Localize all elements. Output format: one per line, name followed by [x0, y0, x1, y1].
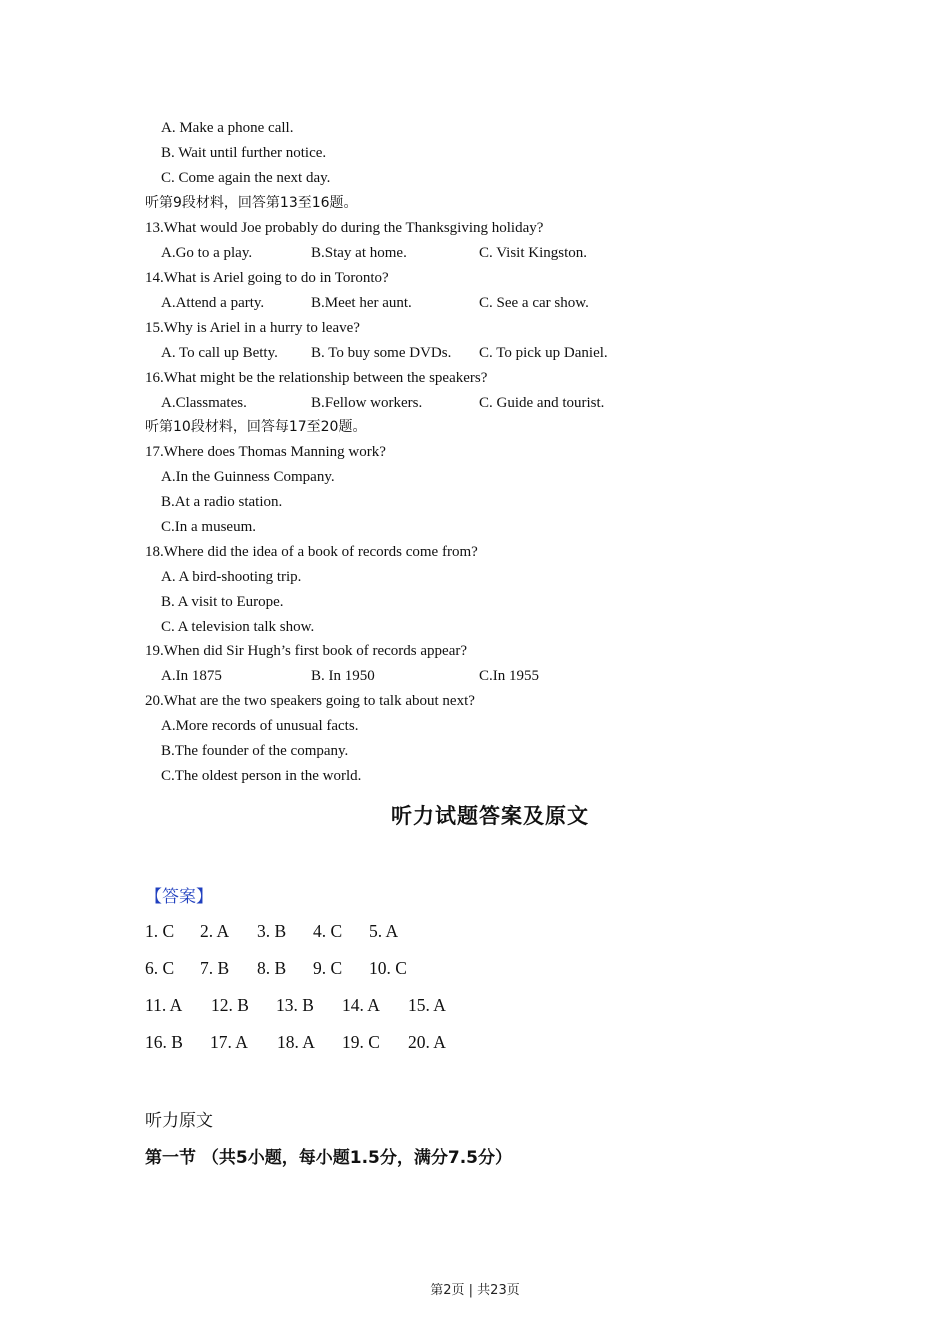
answer-item: 7. B: [200, 958, 230, 978]
answer-item: 3. B: [257, 921, 287, 941]
q15-option-a: A. To call up Betty.: [161, 345, 278, 361]
q19-option-c: C.In 1955: [479, 668, 539, 684]
question-14: 14.What is Ariel going to do in Toronto?: [145, 270, 389, 286]
answer-row-2: [145, 957, 407, 979]
q17-option-c: C.In a museum.: [161, 519, 256, 535]
question-18: 18.Where did the idea of a book of records come from?: [145, 544, 478, 560]
answer-item: 13. B: [276, 995, 314, 1015]
answer-item: 8. B: [257, 958, 287, 978]
q13-option-a: A.Go to a play.: [161, 245, 253, 261]
q14-option-c: C. See a car show.: [479, 295, 589, 311]
answer-item: 20. A: [408, 1032, 446, 1052]
q12-option-a: A. Make a phone call.: [161, 120, 294, 136]
q17-option-b: B.At a radio station.: [161, 494, 283, 510]
section-9-instruction: 听第9段材料，回答第13至16题。: [145, 195, 358, 211]
q16-option-c: C. Guide and tourist.: [479, 395, 605, 411]
question-20: 20.What are the two speakers going to talk about next?: [145, 693, 475, 709]
answer-item: 14. A: [342, 995, 380, 1015]
answer-tag: 【答案】: [145, 887, 213, 907]
answer-item: 6. C: [145, 958, 175, 978]
q17-option-a: A.In the Guinness Company.: [161, 469, 335, 485]
q15-option-b: B. To buy some DVDs.: [311, 345, 452, 361]
q18-option-a: A. A bird-shooting trip.: [161, 569, 302, 585]
question-19: 19.When did Sir Hugh’s first book of records appear?: [145, 643, 468, 659]
answer-row-3: [145, 994, 446, 1016]
q15-option-c: C. To pick up Daniel.: [479, 345, 608, 361]
q18-option-b: B. A visit to Europe.: [161, 594, 284, 610]
section-one-heading: 第一节 （共5小题，每小题1.5分，满分7.5分）: [145, 1148, 512, 1168]
answer-item: 2. A: [200, 921, 230, 941]
answers-title: 听力试题答案及原文: [391, 804, 589, 828]
answer-item: 16. B: [145, 1032, 183, 1052]
q18-option-c: C. A television talk show.: [161, 619, 315, 635]
q19-option-a: A.In 1875: [161, 668, 222, 684]
answer-item: 10. C: [369, 958, 407, 978]
q12-option-b: B. Wait until further notice.: [161, 145, 327, 161]
answer-item: 17. A: [210, 1032, 248, 1052]
question-16: 16.What might be the relationship between the speakers?: [145, 370, 488, 386]
answer-item: 12. B: [211, 995, 249, 1015]
q19-option-b: B. In 1950: [311, 668, 375, 684]
answer-item: 15. A: [408, 995, 446, 1015]
section-10-instruction: 听第10段材料，回答每17至20题。: [145, 419, 367, 435]
q16-option-b: B.Fellow workers.: [311, 395, 423, 411]
answer-item: 11. A: [145, 995, 183, 1015]
answer-item: 5. A: [369, 921, 399, 941]
q20-option-a: A.More records of unusual facts.: [161, 718, 359, 734]
q16-option-a: A.Classmates.: [161, 395, 247, 411]
answer-item: 18. A: [277, 1032, 315, 1052]
answer-item: 19. C: [342, 1032, 380, 1052]
q13-option-c: C. Visit Kingston.: [479, 245, 588, 261]
page-footer: 第2页 | 共23页: [430, 1283, 520, 1298]
q20-option-c: C.The oldest person in the world.: [161, 768, 362, 784]
q20-option-b: B.The founder of the company.: [161, 743, 349, 759]
question-17: 17.Where does Thomas Manning work?: [145, 444, 386, 460]
answer-row-4: [145, 1031, 446, 1053]
question-13: 13.What would Joe probably do during the Thanksgiving holiday?: [145, 220, 544, 236]
answer-item: 1. C: [145, 921, 175, 941]
answer-item: 4. C: [313, 921, 343, 941]
answer-row-1: [145, 920, 398, 942]
q12-option-c: C. Come again the next day.: [161, 170, 331, 186]
q13-option-b: B.Stay at home.: [311, 245, 407, 261]
listening-script-heading: 听力原文: [145, 1111, 213, 1131]
answer-item: 9. C: [313, 958, 343, 978]
q14-option-b: B.Meet her aunt.: [311, 295, 412, 311]
q14-option-a: A.Attend a party.: [161, 295, 265, 311]
question-15: 15.Why is Ariel in a hurry to leave?: [145, 320, 360, 336]
